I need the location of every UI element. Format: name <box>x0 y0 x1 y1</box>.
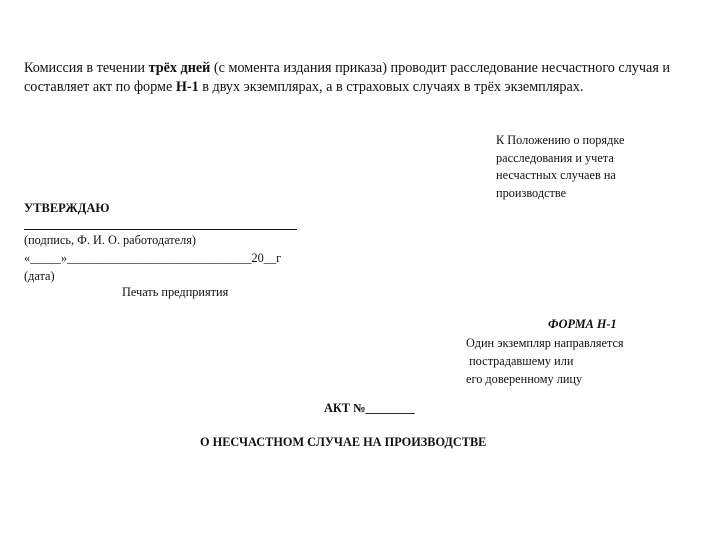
intro-text-1: Комиссия в течении <box>24 60 149 76</box>
regulation-reference <box>496 132 624 202</box>
act-subtitle: О НЕСЧАСТНОМ СЛУЧАЕ НА ПРОИЗВОДСТВЕ <box>200 435 487 449</box>
reference-line: К Положению о порядке <box>496 133 625 147</box>
act-title: АКТ №________ <box>324 401 415 415</box>
form-title: ФОРМА Н-1 <box>548 317 617 331</box>
form-note-line: Один экземпляр направляется <box>466 336 624 350</box>
approval-heading: УТВЕРЖДАЮ <box>24 201 110 215</box>
intro-form-code: Н-1 <box>175 79 199 95</box>
reference-line: производстве <box>496 185 567 200</box>
intro-text-3: в двух экземплярах, а в страховых случаях в трёх экземплярах. <box>198 79 584 95</box>
reference-line: несчастных случаев на <box>496 168 616 182</box>
signature-caption: (подпись, Ф. И. О. работодателя) <box>24 233 196 247</box>
intro-paragraph <box>24 59 704 97</box>
stamp-caption: Печать предприятия <box>122 285 229 299</box>
intro-deadline: трёх дней <box>148 60 211 76</box>
date-caption: (дата) <box>24 269 55 283</box>
form-note-line: пострадавшему или <box>466 354 574 368</box>
reference-line: расследования и учета <box>496 150 614 165</box>
date-line: «_____»______________________________20__г <box>24 251 282 265</box>
form-copy-note <box>466 334 624 388</box>
intro-text-2: (с момента издания приказа) проводит расследование несчастного случая и составляет акт по форме <box>24 60 670 95</box>
form-note-line: его доверенному лицу <box>466 372 583 386</box>
signature-line <box>24 219 297 230</box>
